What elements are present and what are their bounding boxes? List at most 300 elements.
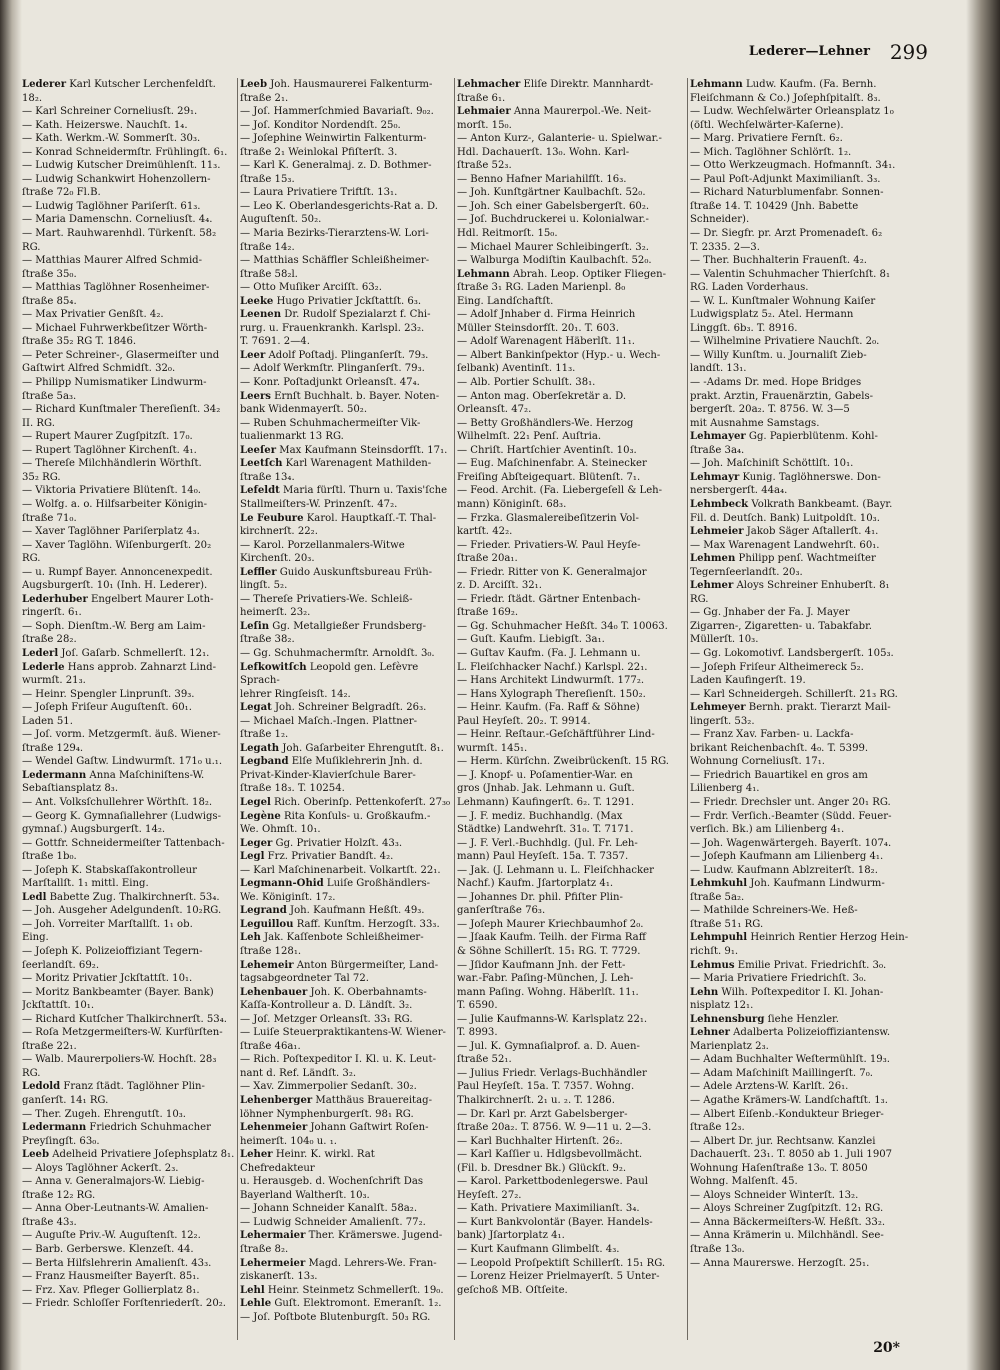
entry-text: — Roſa Metzgermeiſters-W. Kurfürſten-	[22, 1027, 223, 1039]
entry-text: ganſerſtraße 76₃.	[457, 905, 546, 917]
entry-text: mit Ausnahme Samstags.	[690, 417, 820, 429]
entry-text: Eing. Landſchaftſt.	[457, 295, 554, 307]
directory-entry	[690, 146, 928, 160]
directory-entry	[457, 891, 686, 905]
entry-text: — Thereſe Privatiers-We. Schleiß-	[240, 593, 413, 605]
entry-text: — Joh. Maſchiniſt Schöttlſt. 10₁.	[690, 458, 854, 470]
directory-entry	[240, 146, 452, 160]
entry-text: — Agathe Krämers-W. Landſchaftſt. 1₃.	[690, 1095, 888, 1107]
entry-text: Laden Kaufingerſt. 19.	[690, 675, 806, 687]
directory-entry	[457, 945, 686, 959]
directory-entry	[240, 593, 452, 607]
directory-entry	[457, 674, 686, 688]
entry-surname: Legmann-Ohid	[240, 878, 324, 890]
entry-text: ſtraße 13₄.	[240, 471, 295, 483]
directory-entry	[457, 295, 686, 309]
entry-text: — Heinr. Reſtaur.-Geſchäftführer Lind-	[457, 729, 655, 741]
entry-text: ſiehe Henzler.	[764, 1013, 839, 1025]
directory-entry	[22, 918, 236, 932]
directory-entry	[240, 78, 452, 92]
directory-entry	[22, 322, 236, 336]
directory-entry	[457, 173, 686, 187]
directory-entry	[22, 755, 236, 769]
directory-entry	[690, 688, 928, 702]
directory-entry	[690, 444, 928, 458]
entry-text: — Dr. Karl pr. Arzt Gabelsberger-	[457, 1108, 628, 1120]
directory-entry	[240, 552, 452, 566]
entry-surname: Leetſch	[240, 458, 283, 470]
entry-surname: Lederl	[22, 647, 59, 659]
directory-entry	[690, 877, 928, 891]
entry-text: — Moritz Privatier Jckſtattſt. 10₁.	[22, 973, 193, 985]
directory-entry	[457, 715, 686, 729]
directory-entry	[690, 1108, 928, 1122]
entry-text: Kunig. Taglöhnerswe. Don-	[739, 471, 881, 483]
directory-entry	[457, 661, 686, 675]
entry-text: — Anna v. Generalmajors-W. Liebig-	[22, 1176, 205, 1188]
directory-entry	[240, 633, 452, 647]
entry-text: — Richard Kunſtmaler Thereſienſt. 34₂	[22, 404, 221, 416]
entry-text: — Karl K. Generalmaj. z. D. Bothmer-	[240, 160, 432, 172]
directory-entry	[690, 295, 928, 309]
entry-text: RG. Laden Vorderhaus.	[690, 282, 809, 294]
entry-text: — Joſeph K. Stabskaſſakontrolleur	[22, 864, 197, 876]
directory-entry	[22, 688, 236, 702]
entry-text: — J. F. mediz. Buchhandlg. (Max	[457, 810, 623, 822]
entry-text: — Richard Kutſcher Thalkirchnerſt. 53₄.	[22, 1013, 227, 1025]
entry-text: — Maria Bezirks-Tierarztens-W. Lori-	[240, 228, 429, 240]
entry-text: — Ludwig Schneider Amalienſt. 77₂.	[240, 1216, 426, 1228]
entry-text: Müllerſt. 10₃.	[690, 634, 759, 646]
directory-entry	[240, 308, 452, 322]
entry-text: ſtraße 35₀.	[22, 268, 77, 280]
directory-entry	[457, 362, 686, 376]
directory-entry	[457, 850, 686, 864]
directory-entry	[22, 633, 236, 647]
directory-entry	[457, 417, 686, 431]
directory-entry	[240, 1175, 452, 1189]
entry-text: ſtraße 12₂ RG.	[22, 1189, 96, 1201]
directory-entry	[457, 606, 686, 620]
entry-text: — Julius Friedr. Verlags-Buchhändler	[457, 1067, 647, 1079]
directory-entry	[22, 335, 236, 349]
entry-text: Luiſe Großhändlers-	[323, 878, 431, 890]
entry-surname: Lehermaier	[240, 1230, 306, 1242]
entry-text: Jckſtattſt. 10₁.	[22, 1000, 95, 1012]
directory-entry	[690, 904, 928, 918]
entry-text: nant d. Ref. Ländſt. 3₂.	[240, 1067, 357, 1079]
entry-surname: Leſin	[240, 620, 270, 632]
entry-text: Hans approb. Zahnarzt Lind-	[64, 661, 216, 673]
column-divider	[687, 78, 688, 1340]
page-binding-edge	[0, 0, 22, 1370]
entry-text: wurmſt. 145₁.	[457, 742, 528, 754]
directory-entry	[240, 1067, 452, 1081]
entry-surname: Ledermann	[22, 1122, 87, 1134]
entry-text: — Ludwig Schankwirt Hohenzollern-	[22, 173, 211, 185]
directory-entry	[457, 959, 686, 973]
entry-text: Auguſtenſt. 50₂.	[240, 214, 322, 226]
directory-entry	[457, 837, 686, 851]
directory-entry	[22, 254, 236, 268]
entry-surname: Lehmayr	[690, 471, 740, 483]
directory-entry	[690, 186, 928, 200]
directory-entry	[22, 105, 236, 119]
entry-text: — Joſephine Weinwirtin Falkenturm-	[240, 133, 427, 145]
entry-text: — Berta Hilfslehrerin Amalienſt. 43₃.	[22, 1257, 212, 1269]
entry-text: — Frdr. Verſich.-Beamter (Südd. Feuer-	[690, 810, 892, 822]
directory-entry	[457, 268, 686, 282]
entry-text: — Konrad Schneidermſtr. Frühlingſt. 6₁.	[22, 146, 228, 158]
directory-entry	[690, 647, 928, 661]
entry-text: Thalkirchnerſt. 2₁ u. ₂. T. 1286.	[457, 1095, 615, 1107]
directory-entry	[22, 119, 236, 133]
entry-text: — Guſtav Kaufm. (Fa. J. Lehmann u.	[457, 647, 641, 659]
directory-entry	[690, 837, 928, 851]
entry-text: — Anna Maurerswe. Herzogſt. 25₁.	[690, 1257, 870, 1269]
entry-text: — Joſ. Konditor Nordendſt. 25₀.	[240, 119, 401, 131]
directory-entry	[457, 471, 686, 485]
entry-text: Eliſe Direktr. Mannhardt-	[520, 79, 654, 90]
directory-entry	[240, 132, 452, 146]
entry-surname: Lehmeier	[690, 526, 744, 538]
entry-surname: Ledold	[22, 1081, 61, 1093]
entry-text: — Max Warenagent Landwehrſt. 60₁.	[690, 539, 880, 551]
entry-text: ſtraße 6₁.	[457, 92, 506, 104]
directory-entry	[240, 457, 452, 471]
directory-entry	[690, 1257, 928, 1271]
directory-entry	[457, 1189, 686, 1203]
entry-text: Maria fürſtl. Thurn u. Taxis'ſche	[279, 485, 448, 497]
entry-text: — Anton Kurz-, Galanterie- u. Spielwar.-	[457, 133, 662, 145]
entry-text: — Maria Damenschn. Corneliusſt. 4₄.	[22, 214, 213, 226]
directory-entry	[22, 1175, 236, 1189]
entry-text: — Chriſt. Hartſchier Aventinſt. 10₃.	[457, 444, 637, 456]
directory-entry	[240, 742, 452, 756]
directory-entry	[457, 186, 686, 200]
directory-entry	[457, 159, 686, 173]
entry-text: wurmſt. 21₃.	[22, 675, 86, 687]
directory-entry	[240, 999, 452, 1013]
directory-entry	[690, 701, 928, 715]
directory-entry	[22, 877, 236, 891]
entry-text: — Jul. K. Gymnaſialprof. a. D. Auen-	[457, 1040, 640, 1052]
entry-text: ſtraße 43₃.	[22, 1216, 77, 1228]
directory-entry	[457, 281, 686, 295]
directory-entry	[690, 484, 928, 498]
entry-text: — Gottfr. Schneidermeiſter Tattenbach-	[22, 837, 225, 849]
entry-surname: Lehmeyer	[690, 702, 746, 714]
entry-text: T. 6590.	[457, 1000, 498, 1012]
entry-text: — Karl Schreiner Corneliusſt. 29₁.	[22, 106, 198, 118]
entry-text: — Adolf Werkmſtr. Plinganſerſt. 79₃.	[240, 363, 425, 375]
page-header	[0, 40, 930, 70]
entry-text: — Rich. Poſtexpeditor I. Kl. u. K. Leut-	[240, 1054, 437, 1066]
entry-text: mann) Königinſt. 68₃.	[457, 498, 567, 510]
entry-surname: Lehmus	[690, 959, 735, 971]
entry-text: — Alb. Portier Schulſt. 38₁.	[457, 377, 596, 389]
entry-text: ringerſt. 6₁.	[22, 607, 82, 619]
directory-entry	[240, 566, 452, 580]
entry-text: Adalberta Polizeioffiziantensw.	[729, 1027, 891, 1039]
entry-text: gros (Jnhab. Jak. Lehmann u. Guſt.	[457, 783, 635, 795]
directory-entry	[240, 484, 452, 498]
entry-text: — Mathilde Schreiners-We. Heß-	[690, 905, 858, 917]
directory-entry	[457, 864, 686, 878]
entry-text: Gaſtwirt Alfred Schmidſt. 32₀.	[22, 363, 176, 375]
directory-entry	[240, 701, 452, 715]
directory-entry	[690, 105, 928, 119]
entry-text: — Ludw. Kaufmann Ablzreiterſt. 18₂.	[690, 864, 878, 876]
directory-entry	[690, 213, 928, 227]
entry-text: ſtraße 20a₂. T. 8756. W. 9—11 u. 2—3.	[457, 1122, 652, 1134]
entry-text: — Karl Maſchinenarbeit. Volkartſt. 22₁.	[240, 864, 441, 876]
directory-entry	[690, 620, 928, 634]
directory-entry	[457, 999, 686, 1013]
directory-entry	[690, 945, 928, 959]
entry-text: — Gg. Jnhaber der Fa. J. Mayer	[690, 607, 850, 619]
directory-entry	[690, 525, 928, 539]
directory-entry	[457, 728, 686, 742]
entry-text: — Joſ. Poſtbote Blutenburgſt. 50₃ RG.	[240, 1311, 431, 1323]
directory-entry	[690, 1175, 928, 1189]
entry-text: — Karol. Parkettbodenlegerswe. Paul	[457, 1176, 649, 1188]
directory-entry	[240, 782, 452, 796]
directory-entry	[22, 484, 236, 498]
directory-entry	[240, 945, 452, 959]
entry-text: — Jak. (J. Lehmann u. L. Fleiſchhacker	[457, 864, 654, 876]
directory-entry	[22, 1040, 236, 1054]
entry-text: Abrah. Leop. Optiker Fliegen-	[509, 268, 667, 280]
directory-entry	[690, 633, 928, 647]
entry-text: Marſtallſt. 1₁ mittl. Eing.	[22, 878, 149, 890]
directory-entry	[457, 254, 686, 268]
directory-entry	[457, 200, 686, 214]
entry-text: — Friedrich Bauartikel en gros am	[690, 769, 868, 781]
entry-text: Laden 51.	[22, 715, 73, 727]
entry-surname: Leers	[240, 390, 271, 402]
directory-entry	[22, 769, 236, 783]
entry-text: — Eug. Maſchinenfabr. A. Steinecker	[457, 458, 647, 470]
directory-entry	[22, 606, 236, 620]
directory-entry	[240, 444, 452, 458]
directory-entry	[690, 471, 928, 485]
entry-text: Anna Maurerpol.-We. Neit-	[510, 106, 652, 118]
entry-text: — Walb. Maurerpoliers-W. Hochſt. 28₃	[22, 1054, 217, 1066]
entry-text: — Xaver Taglöhn. Wiſenburgerſt. 20₂	[22, 539, 212, 551]
directory-entry	[22, 295, 236, 309]
entry-text: Babette Zug. Thalkirchnerſt. 53₄.	[46, 891, 220, 903]
directory-entry	[240, 769, 452, 783]
entry-text: — Peter Schreiner-, Glasermeiſter und	[22, 349, 220, 361]
entry-surname: Lehenbauer	[240, 986, 308, 998]
entry-text: Emilie Privat. Friedrichſt. 3₀.	[734, 959, 887, 971]
entry-text: Aloys Schreiner Enhuberſt. 8₁	[733, 580, 890, 592]
directory-entry	[240, 227, 452, 241]
entry-text: ſeerlandſt. 69₂.	[22, 959, 100, 971]
entry-text: T. 7691. 2—4.	[240, 336, 310, 348]
entry-text: T. 2335. 2—3.	[690, 241, 760, 253]
directory-entry	[240, 796, 452, 810]
directory-entry	[457, 512, 686, 526]
entry-text: richſt. 9₁.	[690, 946, 739, 957]
entry-text: — Kath. Werkm.-W. Sommerſt. 30₃.	[22, 133, 201, 145]
entry-text: Joh. Hausmaurerei Falkenturm-	[267, 79, 433, 90]
directory-entry	[22, 1270, 236, 1284]
directory-entry	[690, 362, 928, 376]
directory-entry	[457, 1108, 686, 1122]
entry-text: Gg. Metallgießer Frundsberg-	[269, 620, 427, 632]
directory-entry	[240, 959, 452, 973]
entry-text: — Friedr. ſtädt. Gärtner Entenbach-	[457, 593, 641, 605]
entry-surname: Lehner	[690, 1027, 730, 1039]
entry-text: — Ludwig Taglöhner Pariſerſt. 61₃.	[22, 200, 201, 212]
entry-text: RG.	[22, 241, 41, 253]
directory-entry	[690, 1053, 928, 1067]
directory-entry	[22, 552, 236, 566]
directory-entry	[690, 823, 928, 837]
directory-entry	[690, 593, 928, 607]
directory-entry	[457, 986, 686, 1000]
entry-text: Ernſt Buchhalt. b. Bayer. Noten-	[270, 390, 440, 402]
entry-text: bank Widenmayerſt. 50₂.	[240, 404, 368, 416]
entry-text: Frz. Privatier Bandſt. 4₂.	[264, 851, 394, 863]
entry-text: geſchoß MB. Oſtſeite.	[457, 1284, 568, 1296]
entry-text: Paul Heyſeſt. 20₂. T. 9914.	[457, 715, 591, 727]
directory-entry	[22, 810, 236, 824]
directory-entry	[22, 457, 236, 471]
directory-entry	[457, 1270, 686, 1284]
entry-text: Bayerland Waltherſt. 10₃.	[240, 1189, 370, 1201]
entry-text: — Otto Muſiker Arciſſt. 63₂.	[240, 282, 382, 294]
directory-entry	[690, 755, 928, 769]
entry-text: — Franz Hausmeiſter Bayerſt. 85₁.	[22, 1271, 200, 1283]
entry-text: Friedrich Schuhmacher	[86, 1122, 211, 1134]
entry-text: kirchnerſt. 22₂.	[240, 526, 318, 538]
entry-text: — Michael Fuhrwerkbeſitzer Wörth-	[22, 322, 208, 334]
entry-text: bergerſt. 20a₂. T. 8756. W. 3—5	[690, 404, 850, 416]
directory-entry	[22, 850, 236, 864]
directory-entry	[457, 241, 686, 255]
entry-text: Heinrich Rentier Herzog Hein-	[747, 932, 909, 944]
entry-text: Adelheid Privatiere Joſephsplatz 8₁.	[49, 1149, 235, 1161]
entry-text: nersbergerſt. 44a₄.	[690, 485, 788, 497]
entry-surname: Lehermeier	[240, 1257, 306, 1269]
directory-entry	[22, 823, 236, 837]
column-1	[22, 78, 236, 1340]
entry-text: ſtraße 51₁ RG.	[690, 918, 764, 930]
directory-entry	[457, 1148, 686, 1162]
entry-text: heimerſt. 23₂.	[240, 607, 311, 619]
directory-entry	[22, 647, 236, 661]
directory-entry	[690, 1135, 928, 1149]
entry-text: — Ruben Schuhmachermeiſter Vik-	[240, 417, 421, 429]
directory-entry	[22, 213, 236, 227]
directory-entry	[690, 1243, 928, 1257]
directory-entry	[457, 823, 686, 837]
directory-entry	[690, 119, 928, 133]
directory-entry	[22, 959, 236, 973]
entry-text: — Valentin Schuhmacher Thierſchſt. 8₁	[690, 268, 891, 280]
entry-text: Joh. Schreiner Belgradſt. 26₃.	[271, 702, 427, 714]
entry-text: — Matthias Schäffler Schleißheimer-	[240, 255, 430, 267]
directory-entry	[240, 1229, 452, 1243]
entry-text: Guido Auskunftsbureau Früh-	[276, 566, 433, 578]
entry-surname: Leeſer	[240, 444, 277, 456]
directory-entry	[457, 688, 686, 702]
entry-text: ſtraße 129₄.	[22, 742, 84, 754]
entry-surname: Lederer	[22, 79, 67, 90]
entry-text: ſtraße 58₂l.	[240, 268, 298, 280]
entry-text: — Joſ. Buchdruckerei u. Kolonialwar.-	[457, 214, 649, 226]
entry-surname: Lehmacher	[457, 79, 521, 90]
directory-entry	[690, 1040, 928, 1054]
entry-text: Wohnung Corneliusſt. 17₁.	[690, 756, 825, 768]
entry-surname: Leeb	[22, 1149, 49, 1161]
directory-entry	[22, 349, 236, 363]
entry-text: Magd. Lehrers-We. Fran-	[305, 1257, 437, 1269]
signature-mark: 20*	[873, 1340, 900, 1356]
directory-entry	[22, 931, 236, 945]
directory-entry	[240, 390, 452, 404]
directory-entry	[690, 782, 928, 796]
directory-entry	[457, 593, 686, 607]
entry-text: Anton Bürgermeiſter, Land-	[293, 959, 439, 971]
entry-text: — Joſ. Metzger Orleansſt. 33₁ RG.	[240, 1013, 413, 1025]
directory-entry	[22, 1067, 236, 1081]
entry-text: Orleansſt. 47₂.	[457, 404, 532, 416]
directory-entry	[690, 1189, 928, 1203]
entry-text: — Soph. Dienſtm.-W. Berg am Laim-	[22, 620, 206, 632]
directory-entry	[690, 1162, 928, 1176]
entry-surname: Lefkowitſch	[240, 661, 307, 673]
entry-text: (öſtl. Wechſelwärter-Kaſerne).	[690, 119, 844, 131]
directory-entry	[457, 1202, 686, 1216]
entry-text: Ludwigsplatz 5₂. Atel. Hermann	[690, 309, 854, 321]
directory-entry	[690, 1121, 928, 1135]
entry-text: — Frieder. Privatiers-W. Paul Heyſe-	[457, 539, 641, 551]
entry-text: lingſt. 5₂.	[240, 580, 288, 592]
directory-entry	[22, 376, 236, 390]
entry-text: ſtraße 22₁.	[22, 1040, 77, 1052]
directory-entry	[457, 539, 686, 553]
entry-text: Wilh. Poſtexpeditor I. Kl. Johan-	[718, 986, 884, 998]
directory-entry	[240, 159, 452, 173]
entry-surname: Lehmpuhl	[690, 932, 748, 944]
directory-entry	[240, 877, 452, 891]
entry-text: Karl Warenagent Mathilden-	[282, 458, 432, 470]
entry-text: Wohng. Malſenſt. 45.	[690, 1176, 798, 1188]
entry-surname: Lehl	[240, 1284, 265, 1296]
entry-text: — J. Knopf- u. Poſamentier-War. en	[457, 769, 633, 781]
directory-entry	[457, 1243, 686, 1257]
entry-text: — Albert Bankinſpektor (Hyp.- u. Wech-	[457, 349, 661, 361]
entry-text: — Michael Maurer Schleibingerſt. 3₂.	[457, 241, 649, 253]
entry-text: prakt. Arztin, Frauenärztin, Gabels-	[690, 390, 874, 402]
entry-text: Raff. Kunſtm. Herzogſt. 33₃.	[293, 918, 440, 930]
directory-entry	[457, 227, 686, 241]
directory-entry	[240, 728, 452, 742]
directory-entry	[690, 661, 928, 675]
entry-text: ſtraße 13₀.	[690, 1244, 745, 1256]
entry-text: L. Fleiſchhacker Nachf.) Karlspl. 22₁.	[457, 661, 648, 673]
entry-surname: Leguillou	[240, 918, 294, 930]
directory-entry	[240, 335, 452, 349]
directory-entry	[240, 755, 452, 769]
entry-text: — Julie Kaufmanns-W. Karlsplatz 22₁.	[457, 1013, 648, 1025]
entry-surname: Leenen	[240, 309, 282, 321]
directory-entry	[690, 498, 928, 512]
